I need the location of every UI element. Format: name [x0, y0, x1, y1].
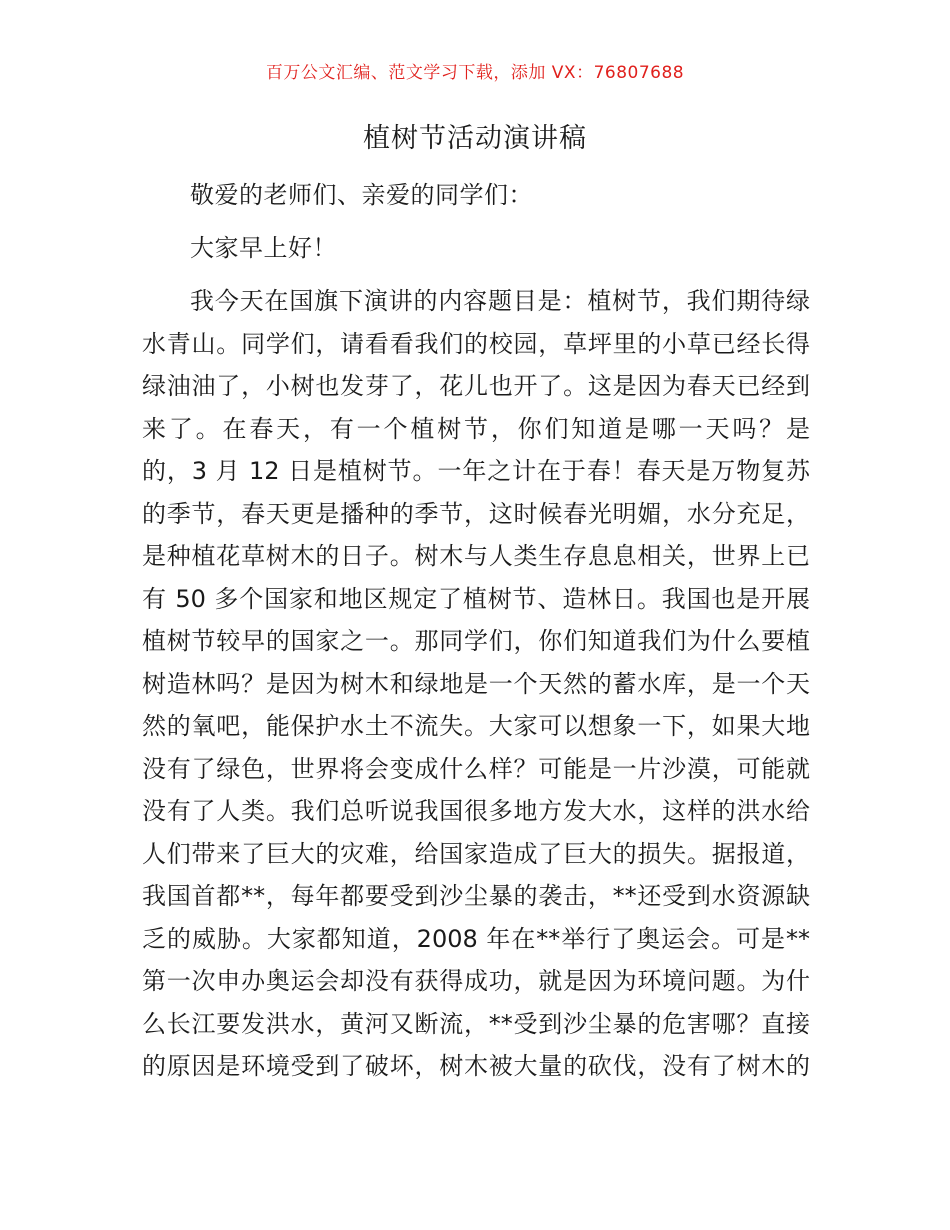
body-line: 来了。在春天，有一个植树节，你们知道是哪一天吗？是: [142, 414, 810, 443]
body-line: 我今天在国旗下演讲的内容题目是：植树节，我们期待绿: [190, 287, 810, 315]
greeting: 大家早上好！: [190, 234, 337, 262]
body-line: 水青山。同学们，请看看我们的校园，草坪里的小草已经长得: [142, 329, 810, 358]
body-line: 是种植花草树木的日子。树木与人类生存息息相关，世界上已: [142, 542, 810, 570]
body-line: 人们带来了巨大的灾难，给国家造成了巨大的损失。据报道，: [142, 839, 810, 868]
body-line: 树造林吗？是因为树木和绿地是一个天然的蓄水库，是一个天: [142, 669, 810, 698]
salutation: 敬爱的老师们、亲爱的同学们：: [190, 181, 533, 209]
body-line: 么长江要发洪水，黄河又断流，**受到沙尘暴的危害哪？直接: [142, 1009, 810, 1038]
body-line: 第一次申办奥运会却没有获得成功，就是因为环境问题。为什: [142, 967, 810, 995]
body-line: 没有了人类。我们总听说我国很多地方发大水，这样的洪水给: [142, 797, 810, 825]
body-paragraph: [142, 280, 810, 1088]
body-line: 的季节，春天更是播种的季节，这时候春光明媚，水分充足，: [142, 499, 810, 528]
body-line: 我国首都**，每年都要受到沙尘暴的袭击，**还受到水资源缺: [142, 882, 810, 910]
body-line: 没有了绿色，世界将会变成什么样？可能是一片沙漠，可能就: [142, 754, 810, 783]
body-line: 的，3 月 12 日是植树节。一年之计在于春！春天是万物复苏: [142, 457, 810, 485]
document-title: 植树节活动演讲稿: [363, 123, 587, 154]
header-watermark-note: 百万公文汇编、范文学习下载，添加 VX：76807688: [265, 63, 685, 83]
body-line: 然的氧吧，能保护水土不流失。大家可以想象一下，如果大地: [142, 712, 810, 740]
body-line: 有 50 多个国家和地区规定了植树节、造林日。我国也是开展: [142, 584, 810, 613]
body-line: 的原因是环境受到了破坏，树木被大量的砍伐，没有了树木的: [142, 1052, 810, 1080]
body-line: 绿油油了，小树也发芽了，花儿也开了。这是因为春天已经到: [142, 372, 810, 400]
body-line: 植树节较早的国家之一。那同学们，你们知道我们为什么要植: [142, 627, 810, 655]
body-line: 乏的威胁。大家都知道，2008 年在**举行了奥运会。可是**: [142, 924, 810, 953]
